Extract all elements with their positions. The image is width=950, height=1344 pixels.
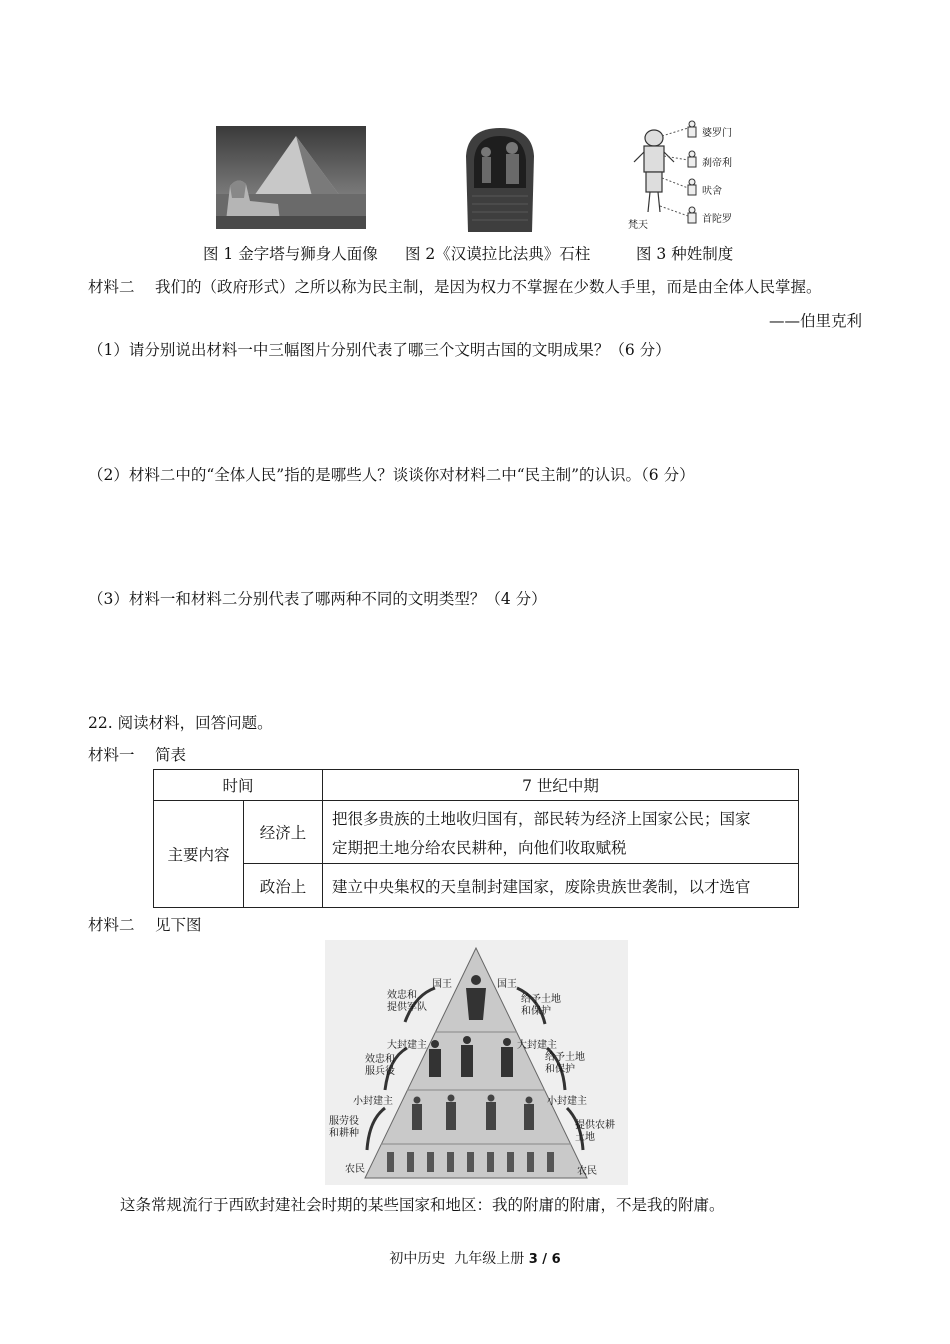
q22-material2-label: 材料二 — [88, 916, 135, 934]
fig1-caption: 图 1 金字塔与狮身人面像 — [203, 245, 378, 263]
caste-label-brahmin: 婆罗门 — [702, 128, 732, 139]
fig2-caption: 图 2《汉谟拉比法典》石柱 — [405, 245, 591, 263]
question-2: （2）材料二中的“全体人民”指的是哪些人？谈谈你对材料二中“民主制”的认识。（6 分） — [88, 466, 695, 484]
caste-label-shudra: 首陀罗 — [702, 214, 732, 225]
pyramid-sphinx-image — [216, 126, 366, 229]
q22-title: 22. 阅读材料，回答问题。 — [88, 714, 273, 732]
question-3: （3）材料一和材料二分别代表了哪两种不同的文明类型？（4 分） — [88, 590, 547, 608]
pyramid-small-lord-left: 小封建主 — [353, 1096, 393, 1107]
pyramid-king-right: 国王 — [497, 979, 517, 990]
table-cell-pol-text: 建立中央集权的天皇制封建国家，废除贵族世袭制，以才选官 — [322, 863, 799, 908]
pyramid-up2: 效忠和 服兵役 — [365, 1054, 395, 1077]
pyramid-down2: 给予土地 和保护 — [545, 1052, 585, 1075]
pyramid-big-lord-left: 大封建主 — [387, 1040, 427, 1051]
q22-rule-text: 这条常规流行于西欧封建社会时期的某些国家和地区：我的附庸的附庸，不是我的附庸。 — [120, 1196, 725, 1214]
table-header-time: 时间 — [153, 769, 323, 801]
caste-label-brahma: 梵天 — [628, 220, 648, 231]
pyramid-peasant-left: 农民 — [345, 1164, 365, 1175]
pyramid-up1: 效忠和 提供军队 — [387, 990, 427, 1013]
figure-hammurabi-stele — [462, 126, 538, 232]
fig3-caption: 图 3 种姓制度 — [636, 245, 734, 263]
material2-label: 材料二 — [88, 278, 135, 296]
table-cell-pol-label: 政治上 — [243, 863, 323, 908]
hammurabi-stele-image — [462, 126, 538, 232]
table-cell-main: 主要内容 — [153, 800, 244, 908]
table-header-period: 7 世纪中期 — [322, 769, 799, 801]
page-footer — [0, 1248, 950, 1268]
footer-page: 3 / 6 — [528, 1252, 561, 1267]
pyramid-peasant-right: 农民 — [577, 1166, 597, 1177]
table-cell-econ-label: 经济上 — [243, 800, 323, 864]
question-1: （1）请分别说出材料一中三幅图片分别代表了哪三个文明古国的文明成果？（6 分） — [88, 341, 671, 359]
pyramid-down1: 给予土地 和保护 — [521, 994, 561, 1017]
caste-label-kshatriya: 刹帝利 — [702, 158, 732, 169]
pyramid-big-lord-right: 大封建主 — [517, 1040, 557, 1051]
reform-table — [153, 769, 799, 908]
q22-material2-title: 见下图 — [155, 916, 202, 934]
pyramid-up3: 服劳役 和耕种 — [329, 1116, 359, 1139]
material2-source: ——伯里克利 — [768, 312, 862, 330]
material2-text: 我们的（政府形式）之所以称为民主制，是因为权力不掌握在少数人手里，而是由全体人民掌握。 — [155, 278, 822, 296]
feudal-pyramid-diagram — [325, 940, 628, 1185]
q22-material1-label: 材料一 — [88, 746, 135, 764]
pyramid-king-left: 国王 — [432, 979, 452, 990]
q22-material1-title: 简表 — [155, 746, 187, 764]
footer-text: 初中历史 九年级上册 — [389, 1251, 529, 1267]
figure-caste-system — [626, 116, 756, 234]
table-cell-econ-text: 把很多贵族的土地收归国有，部民转为经济上国家公民；国家 定期把土地分给农民耕种，向他们收取赋税 — [322, 800, 799, 864]
pyramid-small-lord-right: 小封建主 — [547, 1096, 587, 1107]
figure-pyramid-sphinx — [216, 126, 366, 229]
pyramid-down3: 提供农耕 土地 — [575, 1120, 615, 1143]
caste-label-vaishya: 吠舍 — [702, 186, 722, 197]
